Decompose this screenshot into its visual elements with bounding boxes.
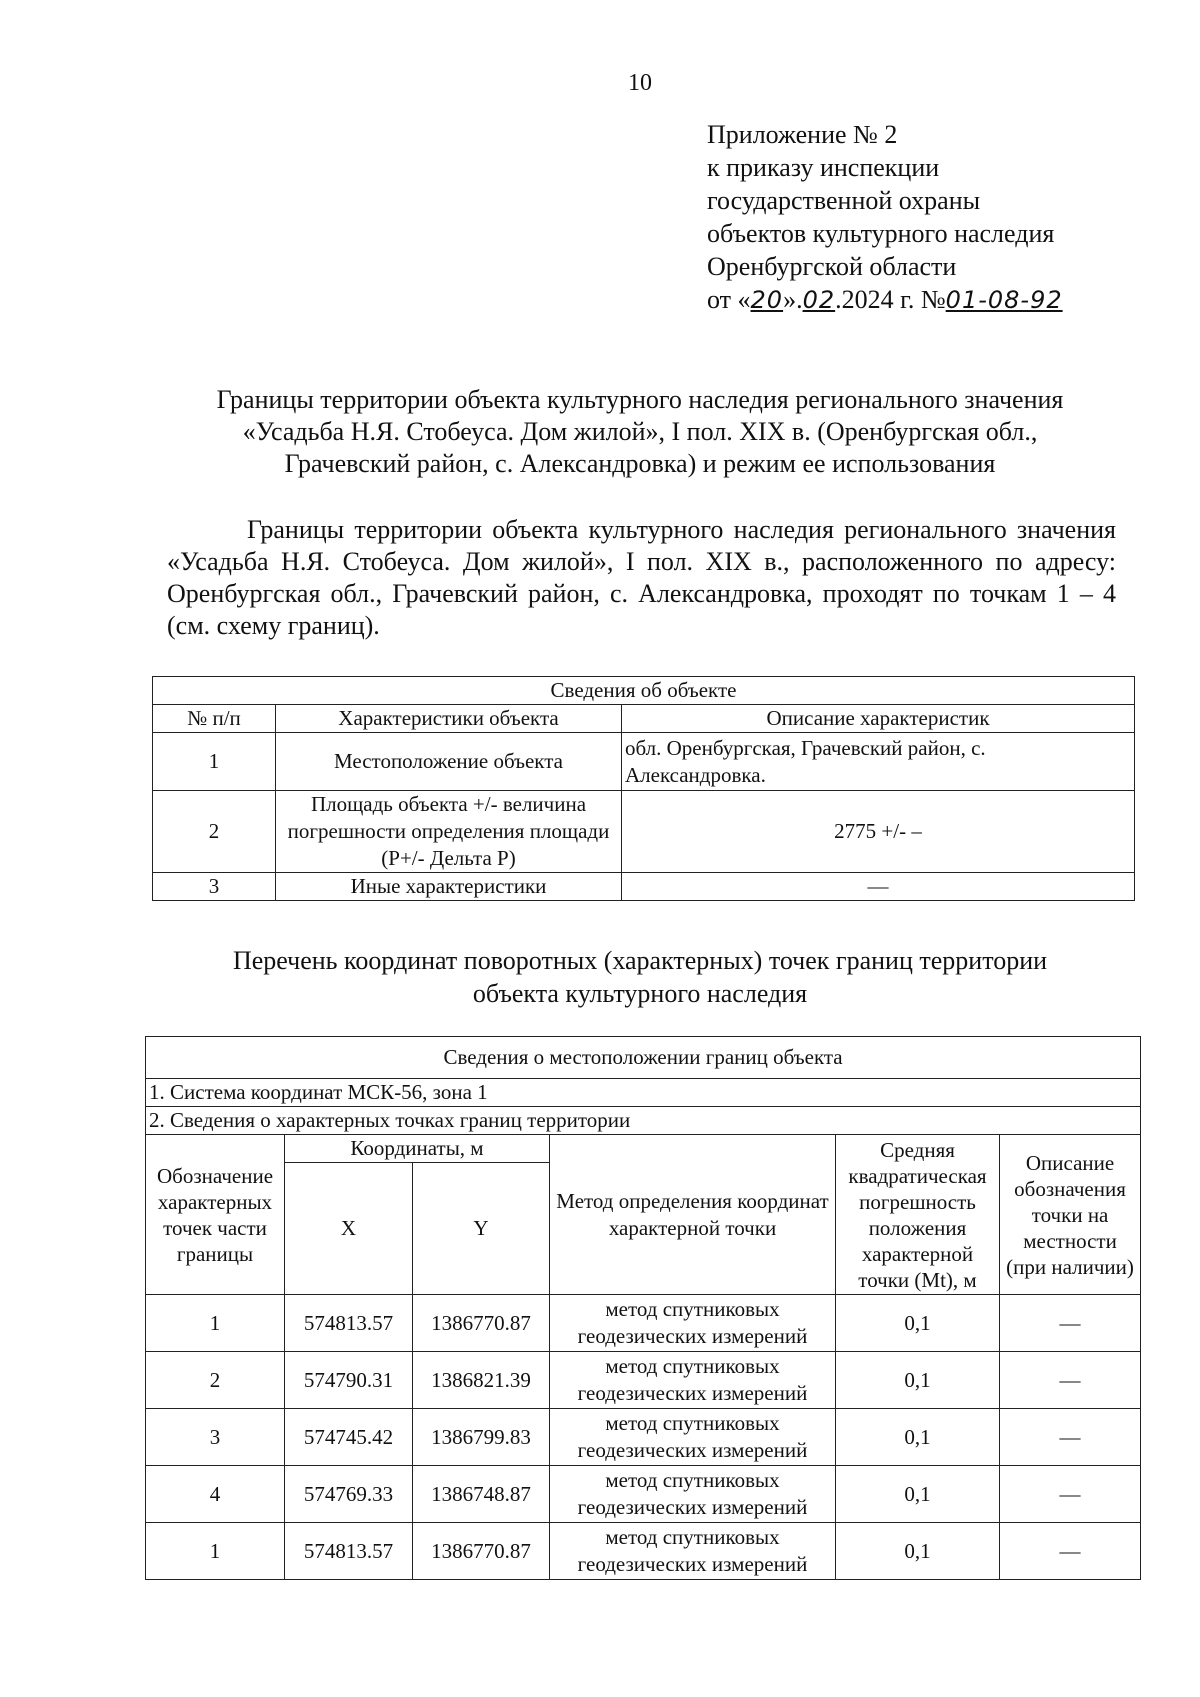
- point-desc: —: [1000, 1523, 1141, 1580]
- appendix-line: объектов культурного наследия: [707, 219, 1055, 248]
- point-mt: 0,1: [836, 1409, 1000, 1466]
- point-y: 1386821.39: [413, 1352, 550, 1409]
- point-method: метод спутниковых геодезических измерений: [550, 1466, 836, 1523]
- page-number: 10: [628, 70, 652, 96]
- row-num: 1: [153, 733, 276, 791]
- document-title: [160, 384, 1120, 480]
- table-row: [146, 1523, 1141, 1580]
- point-method: метод спутниковых геодезических измерений: [550, 1295, 836, 1352]
- point-method: метод спутниковых геодезических измерений: [550, 1523, 836, 1580]
- row-num: 3: [153, 873, 276, 901]
- point-id: 1: [146, 1523, 285, 1580]
- header-coordinates: Координаты, м: [285, 1135, 550, 1163]
- handwritten-order-number: 01-08-92: [945, 286, 1063, 314]
- point-method: метод спутниковых геодезических измерений: [550, 1409, 836, 1466]
- row-num: 2: [153, 791, 276, 873]
- coordinates-table: [145, 1036, 1141, 1580]
- appendix-line: Приложение № 2: [707, 120, 898, 149]
- title-line: «Усадьба Н.Я. Стобеуса. Дом жилой», I пол. XIX в. (Оренбургская обл.,: [242, 417, 1038, 446]
- object-info-table: [152, 676, 1135, 901]
- points-title: 2. Сведения о характерных точках границ территории: [146, 1107, 1141, 1135]
- point-x: 574745.42: [285, 1409, 413, 1466]
- point-mt: 0,1: [836, 1523, 1000, 1580]
- point-desc: —: [1000, 1295, 1141, 1352]
- date-prefix: от «: [707, 285, 751, 314]
- header-x: X: [285, 1163, 413, 1295]
- object-table-caption: Сведения об объекте: [153, 677, 1135, 705]
- title-line: Границы территории объекта культурного наследия регионального значения: [216, 385, 1064, 414]
- header-num: № п/п: [153, 705, 276, 733]
- header-description: Описание характеристик: [622, 705, 1135, 733]
- point-y: 1386748.87: [413, 1466, 550, 1523]
- point-desc: —: [1000, 1466, 1141, 1523]
- header-y: Y: [413, 1163, 550, 1295]
- point-id: 3: [146, 1409, 285, 1466]
- point-id: 1: [146, 1295, 285, 1352]
- section-title-line: объекта культурного наследия: [472, 979, 808, 1008]
- header-method: Метод определения координат характерной точки: [550, 1135, 836, 1295]
- coords-caption: Сведения о местоположении границ объекта: [146, 1037, 1141, 1079]
- row-name: Площадь объекта +/- величина погрешности определения площади (P+/- Дельта P): [276, 791, 622, 873]
- row-desc: —: [622, 873, 1135, 901]
- row-desc: обл. Оренбургская, Грачевский район, с. Александровка.: [622, 733, 1135, 791]
- title-line: Грачевский район, с. Александровка) и режим ее использования: [284, 449, 996, 478]
- table-row: [146, 1295, 1141, 1352]
- row-name: Иные характеристики: [276, 873, 622, 901]
- point-id: 2: [146, 1352, 285, 1409]
- table-row: [146, 1409, 1141, 1466]
- table-row: [153, 791, 1135, 873]
- appendix-line: Оренбургской области: [707, 252, 957, 281]
- point-x: 574813.57: [285, 1295, 413, 1352]
- table-row: [146, 1352, 1141, 1409]
- header-error: Средняя квадратическая погрешность положения характерной точки (Mt), м: [836, 1135, 1000, 1295]
- row-desc: 2775 +/- –: [622, 791, 1135, 873]
- point-y: 1386770.87: [413, 1523, 550, 1580]
- date-mid: ».: [783, 285, 803, 314]
- row-name: Местоположение объекта: [276, 733, 622, 791]
- header-point-description: Описание обозначения точки на местности (при наличии): [1000, 1135, 1141, 1295]
- point-y: 1386799.83: [413, 1409, 550, 1466]
- table-row: [153, 873, 1135, 901]
- table-row: [146, 1466, 1141, 1523]
- coordinate-system: 1. Система координат МСК-56, зона 1: [146, 1079, 1141, 1107]
- coordinates-section-title: [160, 944, 1120, 1010]
- point-y: 1386770.87: [413, 1295, 550, 1352]
- point-mt: 0,1: [836, 1352, 1000, 1409]
- point-id: 4: [146, 1466, 285, 1523]
- point-mt: 0,1: [836, 1295, 1000, 1352]
- point-x: 574790.31: [285, 1352, 413, 1409]
- boundary-paragraph: [167, 514, 1116, 642]
- appendix-date-line: [707, 283, 1063, 317]
- header-characteristic: Характеристики объекта: [276, 705, 622, 733]
- appendix-line: к приказу инспекции: [707, 153, 940, 182]
- appendix-block: [707, 118, 1063, 317]
- handwritten-month: 02: [802, 286, 836, 314]
- table-row: [153, 733, 1135, 791]
- appendix-line: государственной охраны: [707, 186, 981, 215]
- header-designation: Обозначение характерных точек части границы: [146, 1135, 285, 1295]
- section-title-line: Перечень координат поворотных (характерных) точек границ территории: [232, 946, 1048, 975]
- date-year: .2024 г. №: [835, 285, 946, 314]
- point-method: метод спутниковых геодезических измерений: [550, 1352, 836, 1409]
- point-mt: 0,1: [836, 1466, 1000, 1523]
- paragraph-text: Границы территории объекта культурного наследия регионального значения «Усадьба Н.Я. Стобеуса. Дом жилой», I пол. XIX в., расположенного по адресу: Оренбургская обл., Грачевский район, с. Александровка, проходят по точкам 1 – 4 (см. схему границ).: [167, 515, 1116, 640]
- point-desc: —: [1000, 1409, 1141, 1466]
- handwritten-day: 20: [750, 286, 784, 314]
- point-desc: —: [1000, 1352, 1141, 1409]
- point-x: 574813.57: [285, 1523, 413, 1580]
- point-x: 574769.33: [285, 1466, 413, 1523]
